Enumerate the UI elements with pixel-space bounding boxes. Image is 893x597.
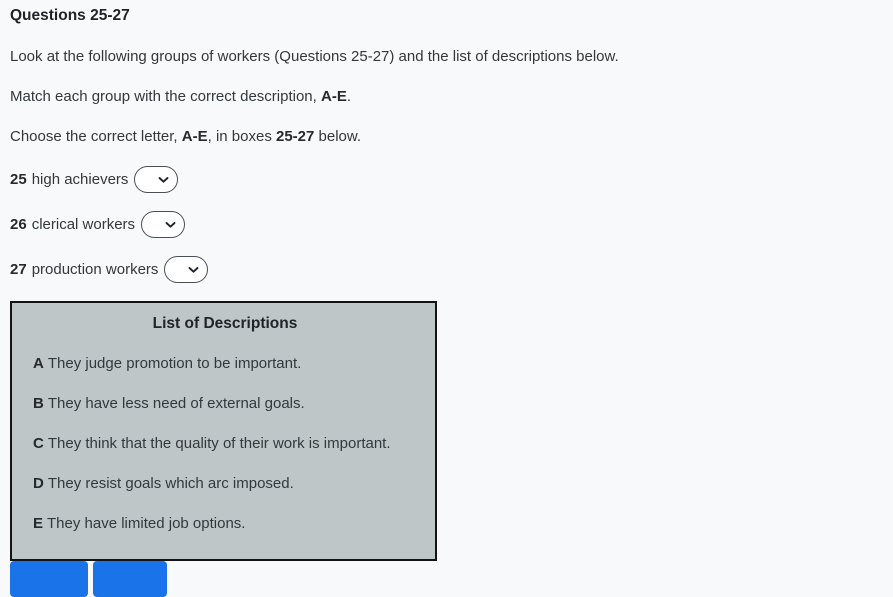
description-letter: D [33,475,44,492]
description-item-b [33,396,417,412]
description-text: They judge promotion to be important. [47,355,302,372]
question-label: production workers [31,260,159,278]
description-letter: A [33,355,44,372]
bottom-button-right[interactable] [93,561,167,597]
question-label: clerical workers [31,215,136,233]
question-number: 26 [10,215,27,233]
description-text: They have limited job options. [47,515,246,532]
answer-select-25[interactable] [134,166,178,193]
instruction-line-2 [10,89,730,105]
bottom-button-left[interactable] [10,561,88,597]
description-text: They think that the quality of their work is important. [47,435,391,452]
answer-select-27[interactable] [164,256,208,283]
question-number: 27 [10,260,27,278]
description-item-e [33,516,417,532]
descriptions-title: List of Descriptions [152,315,298,332]
instruction-text: , in boxes [207,128,276,145]
description-item-d [33,476,417,492]
question-row-25 [10,166,730,193]
instruction-line-1 [10,49,730,65]
instruction-text: Match each group with the correct description, [10,88,321,105]
instruction-bold-range: A-E [181,128,208,145]
description-text: They resist goals which arc imposed. [47,475,294,492]
question-row-27 [10,256,730,283]
description-item-c [33,436,417,452]
page-title: Questions 25-27 [10,7,130,24]
description-letter: E [33,515,44,532]
description-letter: C [33,435,44,452]
description-text: They have less need of external goals. [47,395,305,412]
answer-select-wrap [164,256,208,283]
instruction-text: Look at the following groups of workers (Questions 25-27) and the list of descriptions below. [10,48,619,65]
list-of-descriptions-box [10,301,437,561]
question-number: 25 [10,170,27,188]
answer-select-wrap [141,211,185,238]
instruction-text: below. [314,128,362,145]
description-letter: B [33,395,44,412]
instruction-bold-range: 25-27 [275,128,315,145]
question-label: high achievers [31,170,129,188]
instruction-text: . [346,88,352,105]
bottom-button-bar [10,561,167,597]
instruction-text: Choose the correct letter, [10,128,182,145]
instruction-bold-range: A-E [321,88,347,105]
answer-select-wrap [134,166,178,193]
answer-select-26[interactable] [141,211,185,238]
question-row-26 [10,211,730,238]
instruction-line-3 [10,129,730,145]
description-item-a [33,356,417,372]
